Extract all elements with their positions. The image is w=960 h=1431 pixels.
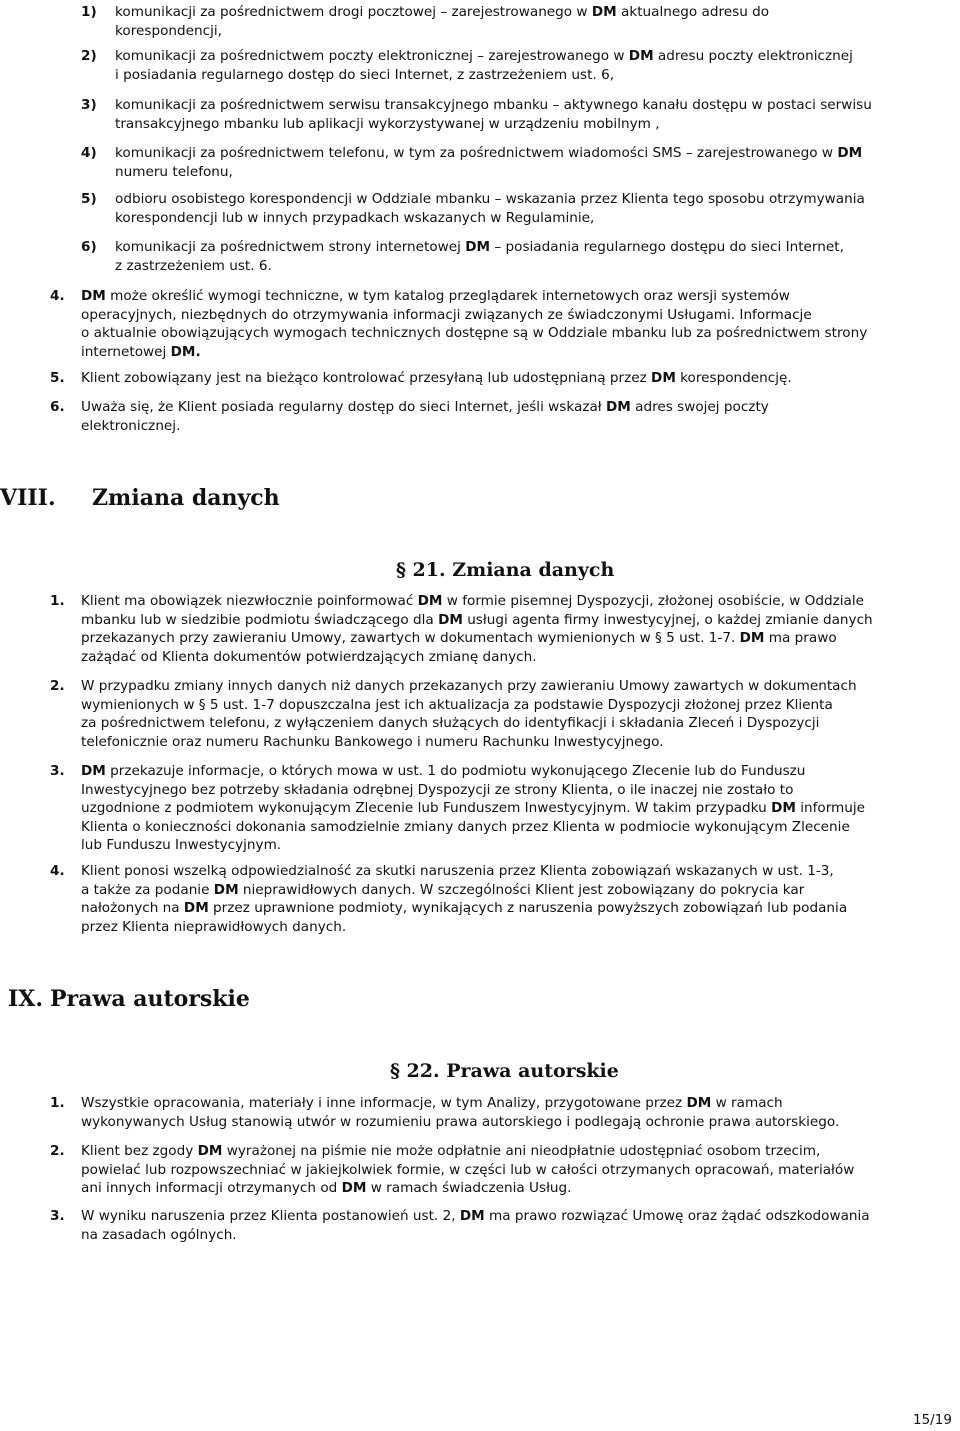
item-number: 6) (81, 239, 97, 255)
bold-text: DM (438, 611, 463, 628)
text-segment: na zasadach ogólnych. (81, 1226, 237, 1243)
text-segment: transakcyjnego mbanku lub aplikacji wykorzystywanej w urządzeniu mobilnym , (115, 115, 660, 132)
item-number: 3. (50, 1208, 65, 1224)
text-segment: przekazuje informacje, o których mowa w ust. 1 do podmiotu wykonującego Zlecenie lub do Funduszu (105, 763, 806, 779)
item-text-line (81, 762, 805, 781)
bold-text: DM (771, 800, 796, 816)
page-number: 15/19 (913, 1412, 952, 1428)
text-segment: komunikacji za pośrednictwem telefonu, w tym za pośrednictwem wiadomości SMS – zarejestrowanego w (115, 145, 838, 161)
item-text-line (81, 696, 833, 715)
item-text-line (81, 629, 837, 648)
item-text-line (81, 799, 865, 818)
item-number: 5) (81, 191, 97, 207)
text-segment: mbanku lub w siedzibie podmiotu świadczącego dla (81, 611, 439, 628)
bold-text: DM (739, 630, 765, 646)
bold-text: DM (81, 288, 106, 304)
item-number: 2) (81, 48, 97, 64)
item-text-line (81, 899, 847, 918)
text-segment: nałożonych na (81, 900, 184, 916)
item-text-line (81, 818, 850, 837)
item-text-line (81, 398, 769, 417)
text-segment: w ramach (711, 1095, 783, 1111)
item-text-line (115, 22, 222, 41)
paragraph-heading-21: § 21. Zmiana danych (396, 559, 615, 581)
item-number: 1. (50, 1095, 65, 1111)
item-text-line (81, 417, 180, 436)
text-segment: uzgodnione z podmiotem wykonującym Zlecenie lub Funduszem Inwestycyjnym. W takim przypadku (81, 800, 772, 816)
text-segment: może określić wymogi techniczne, w tym katalog przeglądarek internetowych oraz wersji systemów (105, 288, 790, 304)
text-segment: Inwestycyjnego bez potrzeby składania odrębnej Dyspozycji ze strony Klienta, o ile inaczej nie zostało to (81, 781, 794, 798)
item-text-line (81, 343, 201, 362)
text-segment: – posiadania regularnego dostępu do sieci Internet, (490, 239, 844, 255)
text-segment: o aktualnie obowiązujących wymogach technicznych dostępne są w Oddziale mbanku lub za pośrednictwem strony (81, 325, 868, 341)
item-text-line (81, 677, 857, 696)
text-segment: adres swojej poczty (630, 399, 769, 415)
item-text-line (115, 3, 769, 22)
text-segment: operacyjnych, niezbędnych do otrzymywania informacji związanych ze świadczonymi Usługami. Informacje (81, 306, 812, 323)
text-segment: w formie pisemnej Dyspozycji, złożonej osobiście, w Oddziale (442, 593, 865, 609)
item-text-line (115, 190, 865, 209)
text-segment: Klient ponosi wszelką odpowiedzialność za skutki naruszenia przez Klienta zobowiązań wskazanych w ust. 1-3, (81, 863, 834, 879)
text-segment: Uważa się, że Klient posiada regularny dostęp do sieci Internet, jeśli wskazał (81, 399, 606, 415)
item-text-line (115, 96, 872, 115)
item-text-line (81, 714, 819, 733)
text-segment: przez uprawnione podmioty, wynikających z naruszenia powyższych zobowiązań lub podania (208, 900, 848, 916)
item-text-line (81, 781, 793, 800)
bold-text: DM (213, 881, 239, 898)
text-segment: Klient bez zgody (81, 1143, 198, 1159)
item-text-line (81, 324, 867, 343)
item-text-line (81, 592, 864, 611)
item-text-line (81, 1207, 870, 1226)
item-text-line (115, 47, 853, 66)
item-text-line (81, 648, 537, 667)
text-segment: informuje (795, 800, 866, 816)
section-title-zmiana-danych: Zmiana danych (92, 485, 280, 511)
item-text-line (81, 1161, 854, 1180)
item-number: 3. (50, 763, 65, 779)
bold-text: DM (183, 900, 209, 916)
item-text-line (81, 1179, 572, 1198)
bold-text: DM (341, 1180, 367, 1196)
bold-text: DM (686, 1095, 712, 1111)
text-segment: wymienionych w § 5 ust. 1-7 dopuszczalna jest ich aktualizacja za podstawie Dyspozycji złożonej przez Klienta (81, 696, 833, 713)
text-segment: Wszystkie opracowania, materiały i inne informacje, w tym Analizy, przygotowane przez (81, 1095, 687, 1111)
item-number: 2. (50, 678, 65, 694)
bold-text: DM (465, 239, 491, 255)
text-segment: wykonywanych Usług stanowią utwór w rozumieniu prawa autorskiego i podlegają ochronie prawa autorskiego. (81, 1113, 840, 1130)
text-segment: korespondencję. (675, 370, 792, 386)
item-number: 1. (50, 593, 65, 609)
item-number: 4. (50, 863, 65, 879)
section-number-ix: IX. (8, 986, 44, 1012)
text-segment: komunikacji za pośrednictwem poczty elektronicznej – zarejestrowanego w (115, 48, 629, 64)
text-segment: Klienta o konieczności dokonania samodzielnie zmiany danych przez Klienta w podmiocie wykonującym Zlecenie (81, 818, 850, 835)
text-segment: komunikacji za pośrednictwem strony internetowej (115, 239, 466, 255)
text-segment: ma prawo (764, 630, 837, 646)
text-segment: a także za podanie (81, 881, 214, 898)
text-segment: aktualnego adresu do (616, 4, 770, 20)
text-segment: telefonicznie oraz numeru Rachunku Bankowego i numeru Rachunku Inwestycyjnego. (81, 733, 664, 750)
text-segment: lub Funduszu Inwestycyjnym. (81, 837, 282, 853)
bold-text: DM (628, 48, 654, 64)
text-segment: nieprawidłowych danych. W szczególności Klient jest zobowiązany do pokrycia kar (238, 881, 805, 898)
item-text-line (81, 1226, 237, 1245)
item-number: 5. (50, 370, 65, 386)
bold-text: DM (591, 4, 617, 20)
item-text-line (81, 881, 804, 900)
item-text-line (115, 115, 660, 134)
text-segment: zażądać od Klienta dokumentów potwierdzających zmianę danych. (81, 648, 537, 665)
bold-text: DM (651, 370, 676, 386)
item-text-line (81, 306, 812, 325)
item-text-line (81, 918, 346, 937)
text-segment: za pośrednictwem telefonu, z wyłączeniem danych służących do identyfikacji i składania Zleceń i Dyspozycji (81, 715, 820, 731)
text-segment: internetowej (81, 343, 171, 360)
paragraph-heading-22: § 22. Prawa autorskie (390, 1060, 619, 1082)
item-text-line (81, 611, 873, 630)
text-segment: w ramach świadczenia Usług. (366, 1180, 572, 1196)
item-text-line (115, 66, 614, 85)
bold-text: DM (459, 1208, 485, 1224)
text-segment: numeru telefonu, (115, 163, 233, 180)
item-text-line (81, 733, 664, 752)
item-text-line (81, 369, 792, 388)
text-segment: ma prawo rozwiązać Umowę oraz żądać odszkodowania (484, 1208, 870, 1224)
text-segment: powielać lub rozpowszechniać w jakiejkolwiek formie, w części lub w całości otrzymanych opracowań, materiałów (81, 1161, 855, 1178)
item-text-line (115, 144, 862, 163)
text-segment: W wyniku naruszenia przez Klienta postanowień ust. 2, (81, 1208, 460, 1224)
text-segment: Klient ma obowiązek niezwłocznie poinformować (81, 593, 418, 609)
text-segment: komunikacji za pośrednictwem drogi pocztowej – zarejestrowanego w (115, 4, 592, 20)
text-segment: korespondencji, (115, 22, 222, 39)
text-segment: przez Klienta nieprawidłowych danych. (81, 918, 347, 935)
bold-text: DM (837, 145, 863, 161)
item-text-line (81, 1142, 820, 1161)
item-text-line (81, 862, 834, 881)
bold-text: DM (197, 1143, 223, 1159)
bold-text: DM. (170, 343, 201, 360)
text-segment: ani innych informacji otrzymanych od (81, 1180, 342, 1196)
item-text-line (81, 1094, 783, 1113)
text-segment: odbioru osobistego korespondencji w Oddziale mbanku – wskazania przez Klienta tego sposobu otrzymywania (115, 191, 865, 207)
bold-text: DM (605, 399, 631, 415)
item-text-line (81, 287, 790, 306)
item-text-line (81, 836, 281, 855)
text-segment: Klient zobowiązany jest na bieżąco kontrolować przesyłaną lub udostępnianą przez (81, 370, 652, 386)
bold-text: DM (81, 763, 106, 779)
item-number: 1) (81, 4, 97, 20)
item-text-line (115, 238, 844, 257)
text-segment: elektronicznej. (81, 417, 181, 434)
item-text-line (115, 209, 594, 228)
text-segment: W przypadku zmiany innych danych niż danych przekazanych przy zawieraniu Umowy zawartych w dokumentach (81, 678, 857, 694)
item-number: 4. (50, 288, 65, 304)
text-segment: przekazanych przy zawieraniu Umowy, zawartych w dokumentach wymienionych w § 5 ust. 1-7. (81, 630, 740, 646)
text-segment: wyrażonej na piśmie nie może odpłatnie ani nieodpłatnie udostępniać osobom trzecim, (222, 1143, 821, 1159)
item-text-line (81, 1113, 839, 1132)
section-number-viii: VIII. (0, 485, 56, 511)
text-segment: korespondencji lub w innych przypadkach wskazanych w Regulaminie, (115, 209, 595, 226)
section-title-prawa-autorskie: Prawa autorskie (50, 986, 250, 1012)
text-segment: adresu poczty elektronicznej (653, 48, 853, 64)
item-text-line (115, 163, 233, 182)
text-segment: i posiadania regularnego dostęp do sieci Internet, z zastrzeżeniem ust. 6, (115, 66, 615, 83)
text-segment: komunikacji za pośrednictwem serwisu transakcyjnego mbanku – aktywnego kanału dostępu w postaci serwisu (115, 97, 872, 113)
text-segment: usługi agenta firmy inwestycyjnej, o każdej zmianie danych (462, 611, 873, 628)
item-number: 3) (81, 97, 97, 113)
item-number: 2. (50, 1143, 65, 1159)
text-segment: z zastrzeżeniem ust. 6. (115, 257, 272, 274)
item-text-line (115, 257, 272, 276)
item-number: 4) (81, 145, 97, 161)
item-number: 6. (50, 399, 65, 415)
bold-text: DM (417, 593, 443, 609)
